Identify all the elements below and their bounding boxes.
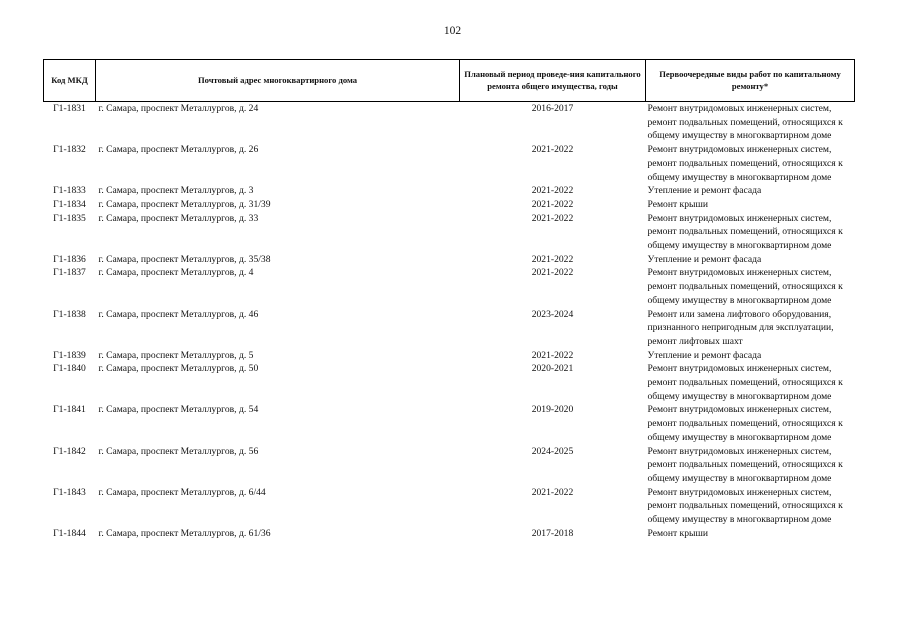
cell-period: 2020-2021 — [531, 363, 574, 375]
cell-period: 2021-2022 — [531, 144, 574, 156]
cell-address: г. Самара, проспект Металлургов, д. 61/36 — [98, 527, 271, 539]
page-number: 102 — [443, 25, 462, 37]
cell-works: Ремонт крыши — [647, 198, 708, 210]
table-header — [44, 60, 855, 102]
cell-period: 2016-2017 — [531, 103, 574, 114]
cell-address: г. Самара, проспект Металлургов, д. 56 — [98, 445, 259, 457]
header-address: Почтовый адрес многоквартирного дома — [96, 60, 460, 102]
cell-code: Г1-1831 — [53, 103, 86, 114]
table-row — [44, 102, 855, 144]
cell-period: 2021-2022 — [531, 349, 574, 361]
cell-period: 2021-2022 — [531, 267, 574, 279]
cell-works: Утепление и ремонт фасада — [647, 349, 762, 361]
table-row — [44, 362, 855, 403]
cell-code: Г1-1836 — [53, 253, 86, 265]
table-row — [44, 198, 855, 212]
cell-works: Ремонт внутридомовых инженерных систем, ремонт подвальных помещений, относящихся к общему имуществу в многоквартирном доме — [647, 212, 843, 252]
cell-code: Г1-1832 — [53, 144, 86, 156]
cell-works: Утепление и ремонт фасада — [647, 253, 762, 265]
table-row — [44, 143, 855, 184]
table-row — [44, 212, 855, 253]
cell-code: Г1-1837 — [53, 267, 86, 279]
cell-works: Ремонт крыши — [647, 527, 708, 539]
cell-address: г. Самара, проспект Металлургов, д. 50 — [98, 363, 259, 375]
cell-code: Г1-1843 — [53, 486, 86, 498]
header-period: Плановый период проведе-ния капитального ремонта общего имущества, годы — [460, 60, 646, 102]
cell-period: 2021-2022 — [531, 253, 574, 265]
cell-address: г. Самара, проспект Металлургов, д. 35/38 — [98, 253, 271, 265]
cell-works: Ремонт внутридомовых инженерных систем, ремонт подвальных помещений, относящихся к общему имуществу в многоквартирном доме — [647, 144, 843, 183]
cell-code: Г1-1838 — [53, 308, 86, 320]
cell-works: Ремонт внутридомовых инженерных систем, ремонт подвальных помещений, относящихся к общему имуществу в многоквартирном доме — [647, 103, 843, 142]
cell-address: г. Самара, проспект Металлургов, д. 5 — [98, 349, 254, 361]
cell-code: Г1-1844 — [53, 527, 86, 539]
cell-period: 2019-2020 — [531, 404, 574, 416]
cell-period: 2017-2018 — [531, 527, 574, 539]
cell-address: г. Самара, проспект Металлургов, д. 3 — [98, 185, 254, 197]
table-row — [44, 486, 855, 527]
table-row — [44, 445, 855, 486]
table-body — [44, 102, 855, 541]
cell-address: г. Самара, проспект Металлургов, д. 54 — [98, 404, 259, 416]
cell-works: Ремонт внутридомовых инженерных систем, ремонт подвальных помещений, относящихся к общему имуществу в многоквартирном доме — [647, 486, 843, 526]
header-code: Код МКД — [44, 60, 96, 102]
cell-code: Г1-1840 — [53, 363, 86, 375]
cell-address: г. Самара, проспект Металлургов, д. 24 — [98, 103, 259, 114]
cell-address: г. Самара, проспект Металлургов, д. 33 — [98, 212, 259, 224]
cell-address: г. Самара, проспект Металлургов, д. 31/39 — [98, 198, 271, 210]
cell-address: г. Самара, проспект Металлургов, д. 6/44 — [98, 486, 266, 498]
cell-period: 2021-2022 — [531, 486, 574, 498]
cell-works: Ремонт внутридомовых инженерных систем, ремонт подвальных помещений, относящихся к общему имуществу в многоквартирном доме — [647, 445, 843, 484]
table-row — [44, 184, 855, 198]
table-row — [44, 349, 855, 363]
cell-code: Г1-1841 — [53, 404, 86, 416]
cell-works: Утепление и ремонт фасада — [647, 185, 762, 197]
housing-table — [43, 59, 855, 541]
cell-works: Ремонт или замена лифтового оборудования, признанного непригодным для эксплуатации, ремонт лифтовых шахт — [647, 308, 834, 347]
cell-period: 2021-2022 — [531, 198, 574, 210]
cell-period: 2021-2022 — [531, 212, 574, 224]
cell-works: Ремонт внутридомовых инженерных систем, ремонт подвальных помещений, относящихся к общему имуществу в многоквартирном доме — [647, 404, 843, 443]
cell-code: Г1-1839 — [53, 349, 86, 361]
cell-address: г. Самара, проспект Металлургов, д. 26 — [98, 144, 259, 156]
cell-address: г. Самара, проспект Металлургов, д. 4 — [98, 267, 254, 279]
cell-period: 2021-2022 — [531, 185, 574, 197]
header-works: Первоочередные виды работ по капитальному ремонту* — [646, 60, 855, 102]
table-row — [44, 253, 855, 267]
table-row — [44, 266, 855, 307]
cell-period: 2023-2024 — [531, 308, 574, 320]
cell-works: Ремонт внутридомовых инженерных систем, ремонт подвальных помещений, относящихся к общему имуществу в многоквартирном доме — [647, 267, 843, 306]
table-row — [44, 403, 855, 444]
table-row — [44, 308, 855, 349]
table-row — [44, 527, 855, 541]
cell-code: Г1-1833 — [53, 185, 86, 197]
cell-code: Г1-1834 — [53, 198, 86, 210]
cell-works: Ремонт внутридомовых инженерных систем, ремонт подвальных помещений, относящихся к общему имуществу в многоквартирном доме — [647, 363, 843, 402]
cell-code: Г1-1835 — [53, 212, 86, 224]
cell-address: г. Самара, проспект Металлургов, д. 46 — [98, 308, 259, 320]
cell-code: Г1-1842 — [53, 445, 86, 457]
cell-period: 2024-2025 — [531, 445, 574, 457]
